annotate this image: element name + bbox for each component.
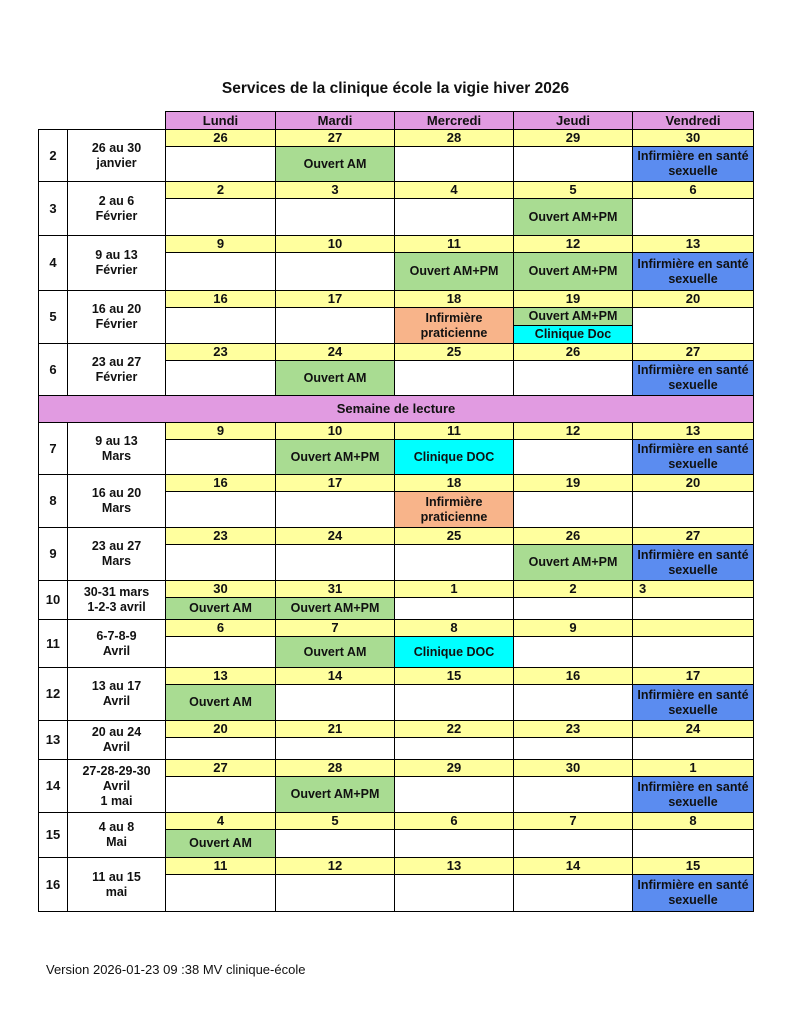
week-date-range xyxy=(68,760,166,813)
service-cell-empty xyxy=(276,253,395,291)
day-number: 27 xyxy=(633,528,754,545)
service-cell-empty xyxy=(166,777,276,813)
day-number: 27 xyxy=(166,760,276,777)
day-number: 1 xyxy=(395,581,514,598)
service-label: Infirmière en santé sexuelle xyxy=(633,777,754,813)
service-label: Ouvert AM+PM xyxy=(514,308,632,325)
day-number: 10 xyxy=(276,236,395,253)
week-date-range xyxy=(68,182,166,236)
service-cell-empty xyxy=(514,598,633,620)
day-number: 20 xyxy=(633,291,754,308)
week-date-range xyxy=(68,291,166,344)
week-dates-row xyxy=(39,423,754,440)
date-range-line: 9 au 13 xyxy=(95,433,138,448)
date-range-line: Mars xyxy=(101,448,132,463)
day-number: 25 xyxy=(395,528,514,545)
day-number: 26 xyxy=(514,528,633,545)
service-cell-empty xyxy=(633,199,754,236)
service-cell-empty xyxy=(166,361,276,396)
week-date-range xyxy=(68,344,166,396)
week-date-range xyxy=(68,423,166,475)
day-number: 8 xyxy=(633,813,754,830)
week-number: 16 xyxy=(39,858,68,912)
date-range-line: 30-31 mars xyxy=(83,585,150,599)
day-number: 28 xyxy=(276,760,395,777)
week-dates-row xyxy=(39,760,754,777)
service-cell-empty xyxy=(514,637,633,668)
week-number: 4 xyxy=(39,236,68,291)
day-number: 17 xyxy=(276,291,395,308)
day-header: Vendredi xyxy=(633,112,754,130)
day-number: 12 xyxy=(514,236,633,253)
service-cell-split xyxy=(514,308,633,344)
service-label: Infirmière praticienne xyxy=(395,492,514,528)
date-range-line: Février xyxy=(95,208,138,223)
service-cell-empty xyxy=(395,361,514,396)
week-date-range xyxy=(68,236,166,291)
day-number: 28 xyxy=(395,130,514,147)
service-label: Infirmière en santé sexuelle xyxy=(633,440,754,475)
day-number: 14 xyxy=(276,668,395,685)
service-label: Clinique DOC xyxy=(395,440,514,475)
day-number: 10 xyxy=(276,423,395,440)
date-range-line: Février xyxy=(95,369,138,384)
date-range-line: 4 au 8 xyxy=(98,820,135,834)
week-number: 3 xyxy=(39,182,68,236)
day-number: 3 xyxy=(276,182,395,199)
service-cell-empty xyxy=(633,308,754,344)
day-number: 17 xyxy=(276,475,395,492)
day-number: 11 xyxy=(166,858,276,875)
service-cell-empty xyxy=(166,440,276,475)
day-number: 11 xyxy=(395,236,514,253)
service-label: Clinique Doc xyxy=(514,325,632,343)
week-dates-row xyxy=(39,581,754,598)
date-range-line: mai xyxy=(105,884,128,899)
date-range-line: 1-2-3 avril xyxy=(87,600,146,614)
day-number: 16 xyxy=(514,668,633,685)
service-label: Infirmière en santé sexuelle xyxy=(633,875,754,912)
week-dates-row xyxy=(39,291,754,308)
service-cell-empty xyxy=(514,440,633,475)
service-cell-empty xyxy=(395,777,514,813)
date-range-line: 2 au 6 xyxy=(98,193,135,208)
week-date-range xyxy=(68,721,166,760)
service-cell-empty xyxy=(276,545,395,581)
date-range-line: 23 au 27 xyxy=(91,354,142,369)
service-cell-empty xyxy=(166,492,276,528)
service-cell-empty xyxy=(395,147,514,182)
day-number: 24 xyxy=(633,721,754,738)
day-number: 24 xyxy=(276,344,395,361)
date-range-line: Février xyxy=(95,317,138,331)
date-range-line: Avril xyxy=(102,694,131,708)
day-number: 27 xyxy=(633,344,754,361)
date-range-line: 27-28-29-30 xyxy=(82,763,151,778)
service-cell-empty xyxy=(395,875,514,912)
service-label: Ouvert AM+PM xyxy=(276,777,395,813)
week-dates-row xyxy=(39,130,754,147)
day-number: 2 xyxy=(514,581,633,598)
service-cell-empty xyxy=(395,199,514,236)
service-label: Ouvert AM+PM xyxy=(276,440,395,475)
day-number: 13 xyxy=(633,423,754,440)
week-number: 8 xyxy=(39,475,68,528)
service-cell-empty xyxy=(276,738,395,760)
date-range-line: 13 au 17 xyxy=(91,679,142,693)
day-number: 16 xyxy=(166,291,276,308)
day-number: 9 xyxy=(166,236,276,253)
week-number: 14 xyxy=(39,760,68,813)
week-date-range xyxy=(68,528,166,581)
day-number: 18 xyxy=(395,291,514,308)
service-label: Ouvert AM xyxy=(276,361,395,396)
day-number: 27 xyxy=(276,130,395,147)
service-cell-empty xyxy=(514,875,633,912)
service-cell-empty xyxy=(276,199,395,236)
service-label: Ouvert AM xyxy=(166,598,276,620)
week-date-range xyxy=(68,130,166,182)
date-range-line: Mai xyxy=(106,835,127,849)
reading-week-row xyxy=(39,396,754,423)
day-header: Mardi xyxy=(276,112,395,130)
service-label: Ouvert AM+PM xyxy=(514,199,633,236)
day-number: 7 xyxy=(514,813,633,830)
service-cell-empty xyxy=(514,777,633,813)
day-number: 30 xyxy=(166,581,276,598)
service-label: Infirmière en santé sexuelle xyxy=(633,361,754,396)
date-range-line: Mars xyxy=(101,501,132,515)
service-cell-empty xyxy=(276,830,395,858)
day-number: 19 xyxy=(514,291,633,308)
week-dates-row xyxy=(39,182,754,199)
day-number: 25 xyxy=(395,344,514,361)
service-cell-empty xyxy=(166,199,276,236)
service-cell-empty xyxy=(395,598,514,620)
service-label: Ouvert AM+PM xyxy=(395,253,514,291)
day-number: 4 xyxy=(395,182,514,199)
day-number: 3 xyxy=(633,581,754,598)
schedule-table xyxy=(38,111,754,912)
week-number: 5 xyxy=(39,291,68,344)
service-cell-empty xyxy=(166,308,276,344)
week-number: 12 xyxy=(39,668,68,721)
day-header: Lundi xyxy=(166,112,276,130)
day-number: 5 xyxy=(514,182,633,199)
day-number: 30 xyxy=(514,760,633,777)
service-label: Ouvert AM xyxy=(166,830,276,858)
day-number: 23 xyxy=(166,344,276,361)
day-number: 21 xyxy=(276,721,395,738)
date-range-line: 16 au 20 xyxy=(91,486,142,500)
service-cell-empty xyxy=(166,738,276,760)
date-range-line: Avril xyxy=(102,740,131,754)
day-number: 23 xyxy=(514,721,633,738)
week-dates-row xyxy=(39,344,754,361)
week-number: 6 xyxy=(39,344,68,396)
day-number: 18 xyxy=(395,475,514,492)
service-cell-empty xyxy=(514,830,633,858)
service-cell-empty xyxy=(514,492,633,528)
day-number: 9 xyxy=(166,423,276,440)
day-number: 2 xyxy=(166,182,276,199)
day-number xyxy=(633,620,754,637)
date-range-line: 9 au 13 xyxy=(95,248,138,262)
week-number: 13 xyxy=(39,721,68,760)
day-number: 5 xyxy=(276,813,395,830)
day-number: 14 xyxy=(514,858,633,875)
day-number: 29 xyxy=(514,130,633,147)
day-number: 7 xyxy=(276,620,395,637)
service-label: Ouvert AM+PM xyxy=(276,598,395,620)
day-header: Mercredi xyxy=(395,112,514,130)
day-number: 6 xyxy=(395,813,514,830)
day-number: 8 xyxy=(395,620,514,637)
service-cell-empty xyxy=(514,147,633,182)
day-number: 13 xyxy=(166,668,276,685)
service-cell-empty xyxy=(395,685,514,721)
service-cell-empty xyxy=(395,830,514,858)
week-dates-row xyxy=(39,813,754,830)
date-range-line: 23 au 27 xyxy=(91,539,142,553)
week-number: 2 xyxy=(39,130,68,182)
week-number: 9 xyxy=(39,528,68,581)
date-range-line: 6-7-8-9 xyxy=(96,628,137,643)
date-range-line: 20 au 24 xyxy=(91,725,142,739)
service-label: Clinique DOC xyxy=(395,637,514,668)
service-cell-empty xyxy=(395,545,514,581)
day-number: 20 xyxy=(633,475,754,492)
day-number: 19 xyxy=(514,475,633,492)
service-cell-empty xyxy=(166,875,276,912)
week-dates-row xyxy=(39,620,754,637)
day-number: 23 xyxy=(166,528,276,545)
day-number: 1 xyxy=(633,760,754,777)
service-cell-empty xyxy=(276,685,395,721)
service-label: Infirmière en santé sexuelle xyxy=(633,147,754,182)
day-number: 12 xyxy=(276,858,395,875)
service-cell-empty xyxy=(166,253,276,291)
week-dates-row xyxy=(39,858,754,875)
day-header: Jeudi xyxy=(514,112,633,130)
page-title: Services de la clinique école la vigie hiver 2026 xyxy=(221,80,570,97)
service-cell-empty xyxy=(166,545,276,581)
service-cell-empty xyxy=(633,598,754,620)
day-number: 24 xyxy=(276,528,395,545)
service-label: Infirmière en santé sexuelle xyxy=(633,545,754,581)
version-footer: Version 2026-01-23 09 :38 MV clinique-école xyxy=(46,962,306,977)
week-date-range xyxy=(68,581,166,620)
week-dates-row xyxy=(39,528,754,545)
service-cell-empty xyxy=(166,637,276,668)
week-date-range xyxy=(68,668,166,721)
week-dates-row xyxy=(39,236,754,253)
reading-week-label: Semaine de lecture xyxy=(39,396,754,423)
date-range-line: 1 mai xyxy=(100,793,133,808)
service-label: Ouvert AM+PM xyxy=(514,253,633,291)
day-number: 12 xyxy=(514,423,633,440)
day-number: 6 xyxy=(633,182,754,199)
day-number: 6 xyxy=(166,620,276,637)
date-range-line: Mars xyxy=(101,554,132,568)
service-label: Infirmière praticienne xyxy=(395,308,514,344)
date-range-line: Avril xyxy=(102,643,131,658)
day-number: 17 xyxy=(633,668,754,685)
day-number: 29 xyxy=(395,760,514,777)
service-cell-empty xyxy=(514,361,633,396)
service-cell-empty xyxy=(514,685,633,721)
header-row xyxy=(39,112,754,130)
service-cell-empty xyxy=(395,738,514,760)
date-range-line: Avril xyxy=(102,778,131,793)
service-label: Infirmière en santé sexuelle xyxy=(633,685,754,721)
day-number: 16 xyxy=(166,475,276,492)
day-number: 4 xyxy=(166,813,276,830)
service-cell-empty xyxy=(166,147,276,182)
day-number: 26 xyxy=(166,130,276,147)
day-number: 11 xyxy=(395,423,514,440)
day-number: 26 xyxy=(514,344,633,361)
week-number: 10 xyxy=(39,581,68,620)
week-date-range xyxy=(68,858,166,912)
service-cell-empty xyxy=(633,738,754,760)
header-blank xyxy=(39,112,166,130)
service-label: Infirmière en santé sexuelle xyxy=(633,253,754,291)
day-number: 9 xyxy=(514,620,633,637)
day-number: 20 xyxy=(166,721,276,738)
day-number: 13 xyxy=(395,858,514,875)
service-label: Ouvert AM+PM xyxy=(514,545,633,581)
date-range-line: Février xyxy=(95,263,138,277)
date-range-line: janvier xyxy=(96,155,137,170)
week-dates-row xyxy=(39,721,754,738)
day-number: 31 xyxy=(276,581,395,598)
date-range-line: 11 au 15 xyxy=(92,869,141,884)
week-number: 11 xyxy=(39,620,68,668)
day-number: 22 xyxy=(395,721,514,738)
day-number: 15 xyxy=(395,668,514,685)
service-cell-empty xyxy=(276,492,395,528)
service-cell-empty xyxy=(633,637,754,668)
day-number: 13 xyxy=(633,236,754,253)
day-number: 30 xyxy=(633,130,754,147)
service-cell-empty xyxy=(276,875,395,912)
week-number: 7 xyxy=(39,423,68,475)
service-cell-empty xyxy=(276,308,395,344)
week-number: 15 xyxy=(39,813,68,858)
date-range-line: 26 au 30 xyxy=(91,140,142,155)
week-date-range xyxy=(68,475,166,528)
service-label: Ouvert AM xyxy=(276,147,395,182)
day-number: 15 xyxy=(633,858,754,875)
week-dates-row xyxy=(39,668,754,685)
week-date-range xyxy=(68,813,166,858)
service-cell-empty xyxy=(514,738,633,760)
week-date-range xyxy=(68,620,166,668)
service-label: Ouvert AM xyxy=(166,685,276,721)
date-range-line: 16 au 20 xyxy=(91,302,142,316)
service-cell-empty xyxy=(633,830,754,858)
service-label: Ouvert AM xyxy=(276,637,395,668)
service-cell-empty xyxy=(633,492,754,528)
week-dates-row xyxy=(39,475,754,492)
